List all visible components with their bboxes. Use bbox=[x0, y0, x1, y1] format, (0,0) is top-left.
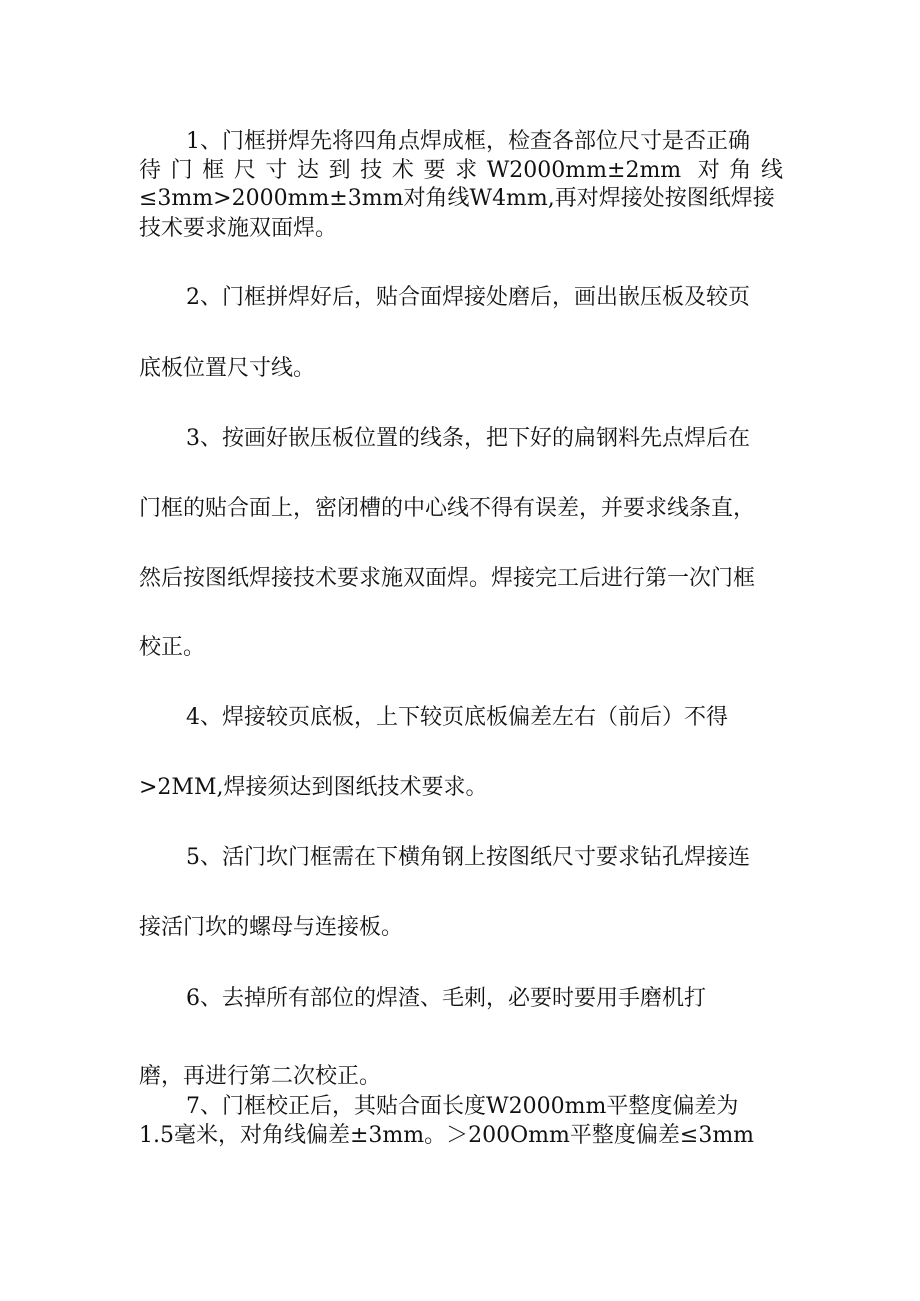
paragraph-4-line-2: >2MM,焊接须达到图纸技术要求。 bbox=[139, 775, 488, 800]
paragraph-1-line-2: 待门框尺寸达到技术要求W2000mm±2mm 对角线 bbox=[139, 158, 783, 183]
paragraph-5-line-1: 5、活门坎门框需在下横角钢上按图纸尺寸要求钻孔焊接连 bbox=[186, 845, 750, 870]
paragraph-4-line-1: 4、焊接较页底板，上下较页底板偏差左右（前后）不得 bbox=[186, 705, 728, 730]
paragraph-2-line-1: 2、门框拼焊好后，贴合面焊接处磨后，画出嵌压板及较页 bbox=[186, 285, 750, 310]
paragraph-3-line-4: 校正。 bbox=[139, 635, 206, 660]
paragraph-6-line-2: 磨，再进行第二次校正。 bbox=[139, 1064, 382, 1089]
paragraph-7-line-1: 7、门框校正后，其贴合面长度W2000mm平整度偏差为 bbox=[186, 1094, 739, 1119]
paragraph-5-line-2: 接活门坎的螺母与连接板。 bbox=[139, 915, 404, 940]
paragraph-7-line-2: 1.5毫米，对角线偏差±3mm。＞200Omm平整度偏差≤3mm bbox=[139, 1123, 755, 1148]
paragraph-3-line-2: 门框的贴合面上，密闭槽的中心线不得有误差，并要求线条直， bbox=[139, 496, 756, 521]
paragraph-1-line-3: ≤3mm>2000mm±3mm对角线W4mm,再对焊接处按图纸焊接 bbox=[139, 186, 775, 211]
paragraph-1-line-1: 1、门框拼焊先将四角点焊成框，检查各部位尺寸是否正确 bbox=[186, 129, 750, 154]
paragraph-2-line-2: 底板位置尺寸线。 bbox=[139, 356, 316, 381]
paragraph-3-line-1: 3、按画好嵌压板位置的线条，把下好的扁钢料先点焊后在 bbox=[186, 426, 750, 451]
paragraph-6-line-1: 6、去掉所有部位的焊渣、毛刺，必要时要用手磨机打 bbox=[186, 986, 706, 1011]
paragraph-1-line-4: 技术要求施双面焊。 bbox=[139, 216, 338, 241]
paragraph-3-line-3: 然后按图纸焊接技术要求施双面焊。焊接完工后进行第一次门框 bbox=[139, 566, 756, 591]
